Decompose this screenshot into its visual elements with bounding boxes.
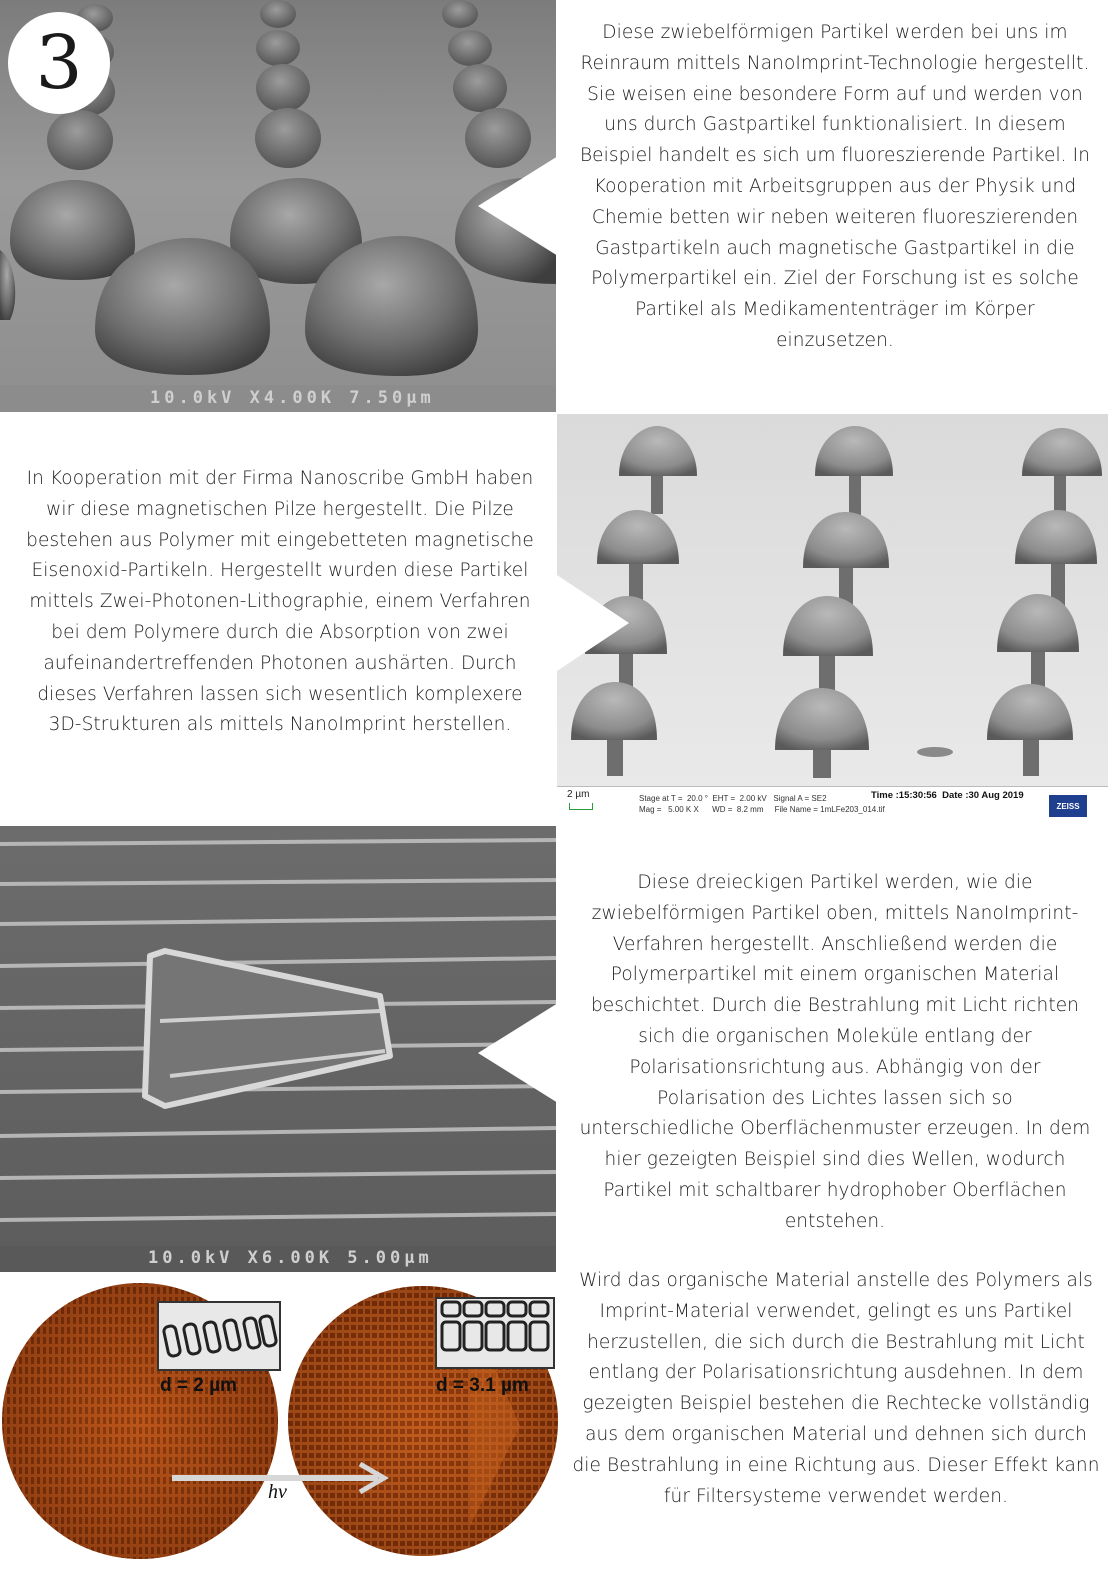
zeiss-logo: ZEISS bbox=[1049, 795, 1087, 817]
scale-label: 2 µm bbox=[567, 789, 590, 800]
pointer-triangle bbox=[478, 1003, 558, 1103]
sem-info-bar bbox=[557, 786, 1108, 826]
arrow-label: hv bbox=[268, 1481, 287, 1503]
pointer-triangle bbox=[557, 575, 629, 671]
section1-text: Diese zwiebelförmigen Partikel werden bei uns im Reinraum mittels NanoImprint-Technologie hergestellt. Sie weisen eine besondere Form auf und werden von uns durch Gastpartikel funktionalisiert. In diesem Beispiel handelt es sich um fluoreszierende Partikel. In Kooperation mit Arbeitsgruppen aus der Physik und Chemie betten wir neben weiteren fluoreszierenden Gastpartikeln auch magnetische Gastpartikel in die Polymerpartikel ein. Ziel der Forschung ist es solche Partikel als Medikamententräger im Körper einzusetzen. bbox=[579, 22, 1091, 351]
sem-scale-label: 10.0kV X4.00K 7.50µm bbox=[150, 388, 435, 408]
sem-timestamp: Time :15:30:56 Date :30 Aug 2019 bbox=[871, 790, 1024, 801]
sem-meta-line2: Mag = 5.00 K X WD = 8.2 mm File Name = 1mLFe203_014.tif bbox=[639, 805, 885, 814]
section3-text: Diese dreieckigen Partikel werden, wie die zwiebelförmigen Partikel oben, mittels NanoImprint-Verfahren hergestellt. Anschließend werden die Polymerpartikel mit einem organischen Material beschichtet. Durch die Bestrahlung mit Licht richten sich die organischen Moleküle entlang der Polarisationsrichtung aus. Abhängig von der Polarisation des Lichtes lassen sich so unterschiedliche Oberflächenmuster erzeugen. In dem hier gezeigten Beispiel sind dies Wellen, wodurch Partikel mit schaltbarer hydrophober Oberflächen entstehen. bbox=[579, 872, 1091, 1232]
pointer-triangle bbox=[478, 156, 558, 256]
section2-text: In Kooperation mit der Firma Nanoscribe GmbH haben wir diese magnetischen Pilze hergestellt. Die Pilze bestehen aus Polymer mit eingebetteten magnetische Eisenoxid-Partikeln. Hergestellt wurden diese Partikel mittels Zwei-Photonen-Lithographie, einem Verfahren bei dem Polymere durch die Absorption von zwei aufeinandertreffenden Photonen aushärten. Durch dieses Verfahren lassen sich wesentlich komplexere 3D-Strukturen als mittels NanoImprint herstellen. bbox=[26, 468, 534, 736]
label-after: d = 3.1 µm bbox=[436, 1375, 529, 1396]
page-number-badge: 3 bbox=[8, 12, 110, 114]
sem-meta-line1: Stage at T = 20.0 ° EHT = 2.00 kV Signal A = SE2 bbox=[639, 794, 827, 803]
microscope-image-expanding-rectangles bbox=[0, 1276, 560, 1566]
sem-scale-label: 10.0kV X6.00K 5.00µm bbox=[148, 1248, 433, 1268]
scale-bar bbox=[569, 803, 593, 810]
sem-image-triangular-particle bbox=[0, 826, 556, 1272]
label-before: d = 2 µm bbox=[160, 1375, 237, 1396]
sem-image-magnetic-mushrooms bbox=[557, 414, 1108, 826]
section4-text: Wird das organische Material anstelle des Polymers als Imprint-Material verwendet, gelingt es uns Partikel herzustellen, die sich durch die Bestrahlung mit Licht entlang der Polarisationsrichtung ausdehnen. In dem gezeigten Beispiel bestehen die Rechtecke vollständig aus dem organischen Material und dehnen sich durch die Bestrahlung in eine Richtung aus. Dieser Effekt kann für Filtersysteme verwendet werden. bbox=[572, 1270, 1100, 1507]
